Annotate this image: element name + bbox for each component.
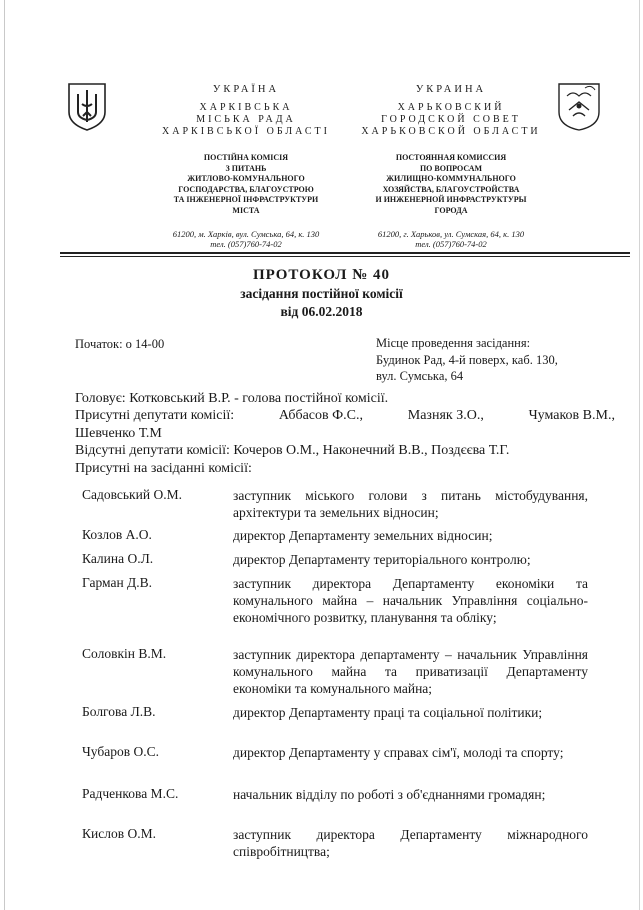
present-name: Чумаков В.М., [528,408,615,423]
right-country: УКРАИНА [415,84,487,95]
absent-deputies-line: Відсутні депутати комісії: Кочеров О.М., Наконечний В.В., Поздєєва Т.Г. [75,443,510,458]
right-address [331,229,571,249]
page-edge-right [639,0,640,910]
invited-role: директор Департаменту територіального контролю; [233,552,531,567]
left-committee-line: МІСТА [232,205,260,215]
invited-name: Соловкін В.М. [82,646,167,661]
left-council-line: ХАРКІВСЬКОЇ ОБЛАСТІ [162,126,330,137]
chair-line: Головує: Котковський В.Р. - голова постійної комісії. [75,391,389,406]
meeting-place-line: вул. Сумська, 64 [376,369,464,383]
invited-role: директор Департаменту у справах сім'ї, молоді та спорту; [233,745,564,760]
protocol-date: від 06.02.2018 [280,304,363,319]
header-divider-thin [60,256,630,257]
right-phone-line: тел. (057)760-74-02 [415,239,487,249]
invited-role: директор Департаменту праці та соціальної політики; [233,705,543,720]
right-committee [331,153,571,216]
protocol-title: ПРОТОКОЛ № 40 [252,267,391,283]
left-committee-line: ПОСТІЙНА КОМІСІЯ [203,153,289,162]
invited-name: Калина О.Л. [82,551,154,566]
present-name: Мазняк З.О., [407,408,484,423]
invited-name: Садовський О.М. [82,487,182,502]
present-label: Присутні депутати комісії: [75,408,235,423]
meeting-start: Початок: о 14-00 [75,337,165,351]
invited-role: заступник директора департаменту – начальник Управління комунального майна та приватизації Департаменту економіки та комунального майна; [233,647,588,696]
invited-label: Присутні на засіданні комісії: [75,461,252,476]
header-divider [60,252,630,254]
left-address [128,229,364,249]
invited-role: начальник відділу по роботі з об'єднаннями громадян; [233,787,546,802]
invited-role: директор Департаменту земельних відносин; [233,528,493,543]
left-phone-line: тел. (057)760-74-02 [210,239,282,249]
right-committee-line: ГОРОДА [434,205,468,215]
invited-name: Радченкова М.С. [82,786,179,801]
right-council-line: ХАРЬКОВСКИЙ [397,102,505,113]
meeting-place [376,335,558,385]
left-committee-line: ЖИТЛОВО-КОМУНАЛЬНОГО [187,174,305,183]
left-council [128,102,364,138]
present-deputies-line [75,407,615,425]
right-council [331,102,571,138]
left-address-line: 61200, м. Харків, вул. Сумська, 64, к. 130 [172,229,320,239]
left-committee-line: ТА ІНЖЕНЕРНОЇ ІНФРАСТРУКТУРИ [173,195,319,204]
right-committee-line: ЖИЛИЩНО-КОММУНАЛЬНОГО [386,174,516,183]
present-deputies-last: Шевченко Т.М [75,426,162,441]
present-name: Аббасов Ф.С., [278,408,364,423]
invited-name: Гарман Д.В. [82,575,153,590]
meeting-place-line: Будинок Рад, 4-й поверх, каб. 130, [376,352,558,367]
invited-name: Чубаров О.С. [82,744,159,759]
right-council-line: ГОРОДСКОЙ СОВЕТ [381,114,521,125]
right-committee-line: ПОСТОЯННАЯ КОМИССИЯ [395,153,507,162]
invited-role: заступник директора Департаменту економіки та комунального майна – начальник Управління соціально-економічного розвитку, планування та обліку; [233,576,588,625]
invited-name: Козлов А.О. [82,527,152,542]
left-committee-line: ГОСПОДАРСТВА, БЛАГОУСТРОЮ [178,184,314,194]
trident-emblem-icon [66,82,108,132]
left-council-line: МІСЬКА РАДА [196,114,296,125]
page-edge-left [4,0,5,910]
left-committee [128,153,364,216]
right-committee-line: ПО ВОПРОСАМ [419,163,483,173]
invited-name: Болгова Л.В. [82,704,156,719]
right-committee-line: ХОЗЯЙСТВА, БЛАГОУСТРОЙСТВА [382,184,520,194]
right-committee-line: И ИНЖЕНЕРНОЙ ИНФРАСТРУКТУРЫ [375,195,527,204]
right-council-line: ХАРЬКОВСКОЙ ОБЛАСТИ [361,126,541,137]
right-address-line: 61200, г. Харьков, ул. Сумская, 64, к. 130 [377,229,525,239]
meeting-place-line: Місце проведення засідання: [376,336,531,350]
invited-role: заступник міського голови з питань містобудування, архітектури та земельних відносин; [233,488,588,520]
left-council-line: ХАРКІВСЬКА [199,102,293,113]
left-committee-line: З ПИТАНЬ [225,163,267,173]
invited-role: заступник директора Департаменту міжнародного співробітництва; [233,827,588,859]
left-country: УКРАЇНА [212,84,280,95]
invited-name: Кислов О.М. [82,826,156,841]
protocol-subtitle: засідання постійної комісії [240,286,403,301]
